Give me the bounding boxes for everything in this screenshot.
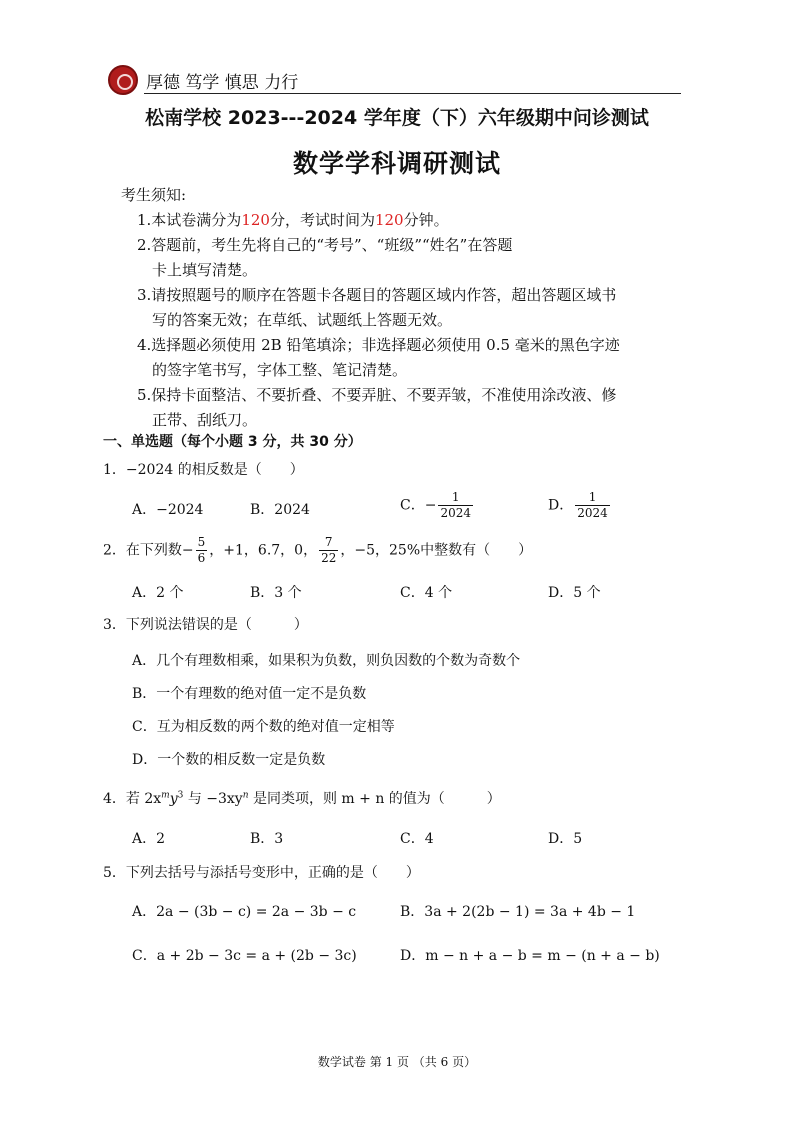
q5-option-d: D．m − n + a − b = m − (n + a − b) bbox=[400, 948, 660, 964]
question-1-stem: 1．−2024 的相反数是（ ） bbox=[103, 462, 304, 478]
q2-option-a: A．2 个 bbox=[132, 585, 184, 601]
exam-subtitle: 数学学科调研测试 bbox=[292, 149, 501, 178]
notice-line-2b: 卡上填写清楚。 bbox=[152, 261, 258, 279]
notice-line-5b: 正带、刮纸刀。 bbox=[152, 411, 258, 429]
question-5-stem: 5．下列去括号与添括号变形中，正确的是（ ） bbox=[103, 865, 420, 881]
q3-option-d: D．一个数的相反数一定是负数 bbox=[132, 752, 326, 768]
notice-line-1: 1.本试卷满分为120分，考试时间为120分钟。 bbox=[137, 211, 449, 229]
q5-option-b: B．3a + 2(2b − 1) = 3a + 4b − 1 bbox=[400, 904, 636, 920]
q2-option-c: C．4 个 bbox=[400, 585, 453, 601]
q3-option-c: C．互为相反数的两个数的绝对值一定相等 bbox=[132, 719, 395, 735]
school-logo bbox=[108, 65, 138, 95]
question-4-stem: 4．若 $2x^my^3$ 与 $-3xy^n$ 是同类项，则 m + n 的值为（ ） bbox=[103, 790, 501, 807]
header-rule bbox=[144, 93, 681, 94]
q4-option-b: B．3 bbox=[250, 831, 284, 847]
q2-option-d: D．5 个 bbox=[548, 585, 601, 601]
q1-option-d: D． $\frac{1}{2024}$ bbox=[548, 490, 608, 520]
page-footer: 数学试卷 第 1 页 （共 6 页） bbox=[317, 1055, 477, 1069]
notice-line-4b: 的签字笔书写，字体工整、笔记清楚。 bbox=[152, 361, 408, 379]
school-motto: 厚德 笃学 慎思 力行 bbox=[146, 73, 299, 93]
notice-line-3a: 3.请按照题号的顺序在答题卡各题目的答题区域内作答，超出答题区域书 bbox=[137, 286, 617, 304]
q3-option-a: A．几个有理数相乘，如果积为负数，则负因数的个数为奇数个 bbox=[132, 653, 521, 669]
notice-line-3b: 写的答案无效；在草纸、试题纸上答题无效。 bbox=[152, 311, 453, 329]
notice-heading: 考生须知: bbox=[121, 186, 187, 204]
question-2-stem: 2．在下列数− $\frac{5}{6}$ ，+1，6.7，0， $\frac{7}{22}$ ，−5，25%中整数有（ ） bbox=[103, 535, 533, 565]
q5-option-c: C．a + 2b − 3c = a + (2b − 3c) bbox=[132, 948, 357, 964]
q2-option-b: B．3 个 bbox=[250, 585, 302, 601]
q4-option-d: D．5 bbox=[548, 831, 583, 847]
q1-option-a: A．−2024 bbox=[132, 502, 204, 518]
q1-option-c: C．− $\frac{1}{2024}$ bbox=[400, 490, 471, 520]
q4-option-c: C．4 bbox=[400, 831, 434, 847]
exam-title: 松南学校 2023---2024 学年度（下）六年级期中问诊测试 bbox=[145, 107, 649, 129]
notice-line-2a: 2.答题前，考生先将自己的“考号”、“班级”“姓名”在答题 bbox=[137, 236, 513, 254]
notice-line-4a: 4.选择题必须使用 2B 铅笔填涂；非选择题必须使用 0.5 毫米的黑色字迹 bbox=[137, 336, 620, 354]
q1-option-b: B．2024 bbox=[250, 502, 310, 518]
question-3-stem: 3．下列说法错误的是（ ） bbox=[103, 617, 308, 633]
notice-line-5a: 5.保持卡面整洁、不要折叠、不要弄脏、不要弄皱，不准使用涂改液、修 bbox=[137, 386, 617, 404]
section-heading: 一、单选题（每个小题 3 分，共 30 分） bbox=[103, 434, 362, 450]
q3-option-b: B．一个有理数的绝对值一定不是负数 bbox=[132, 686, 367, 702]
q4-option-a: A．2 bbox=[132, 831, 166, 847]
q5-option-a: A．2a − (3b − c) = 2a − 3b − c bbox=[132, 904, 357, 920]
